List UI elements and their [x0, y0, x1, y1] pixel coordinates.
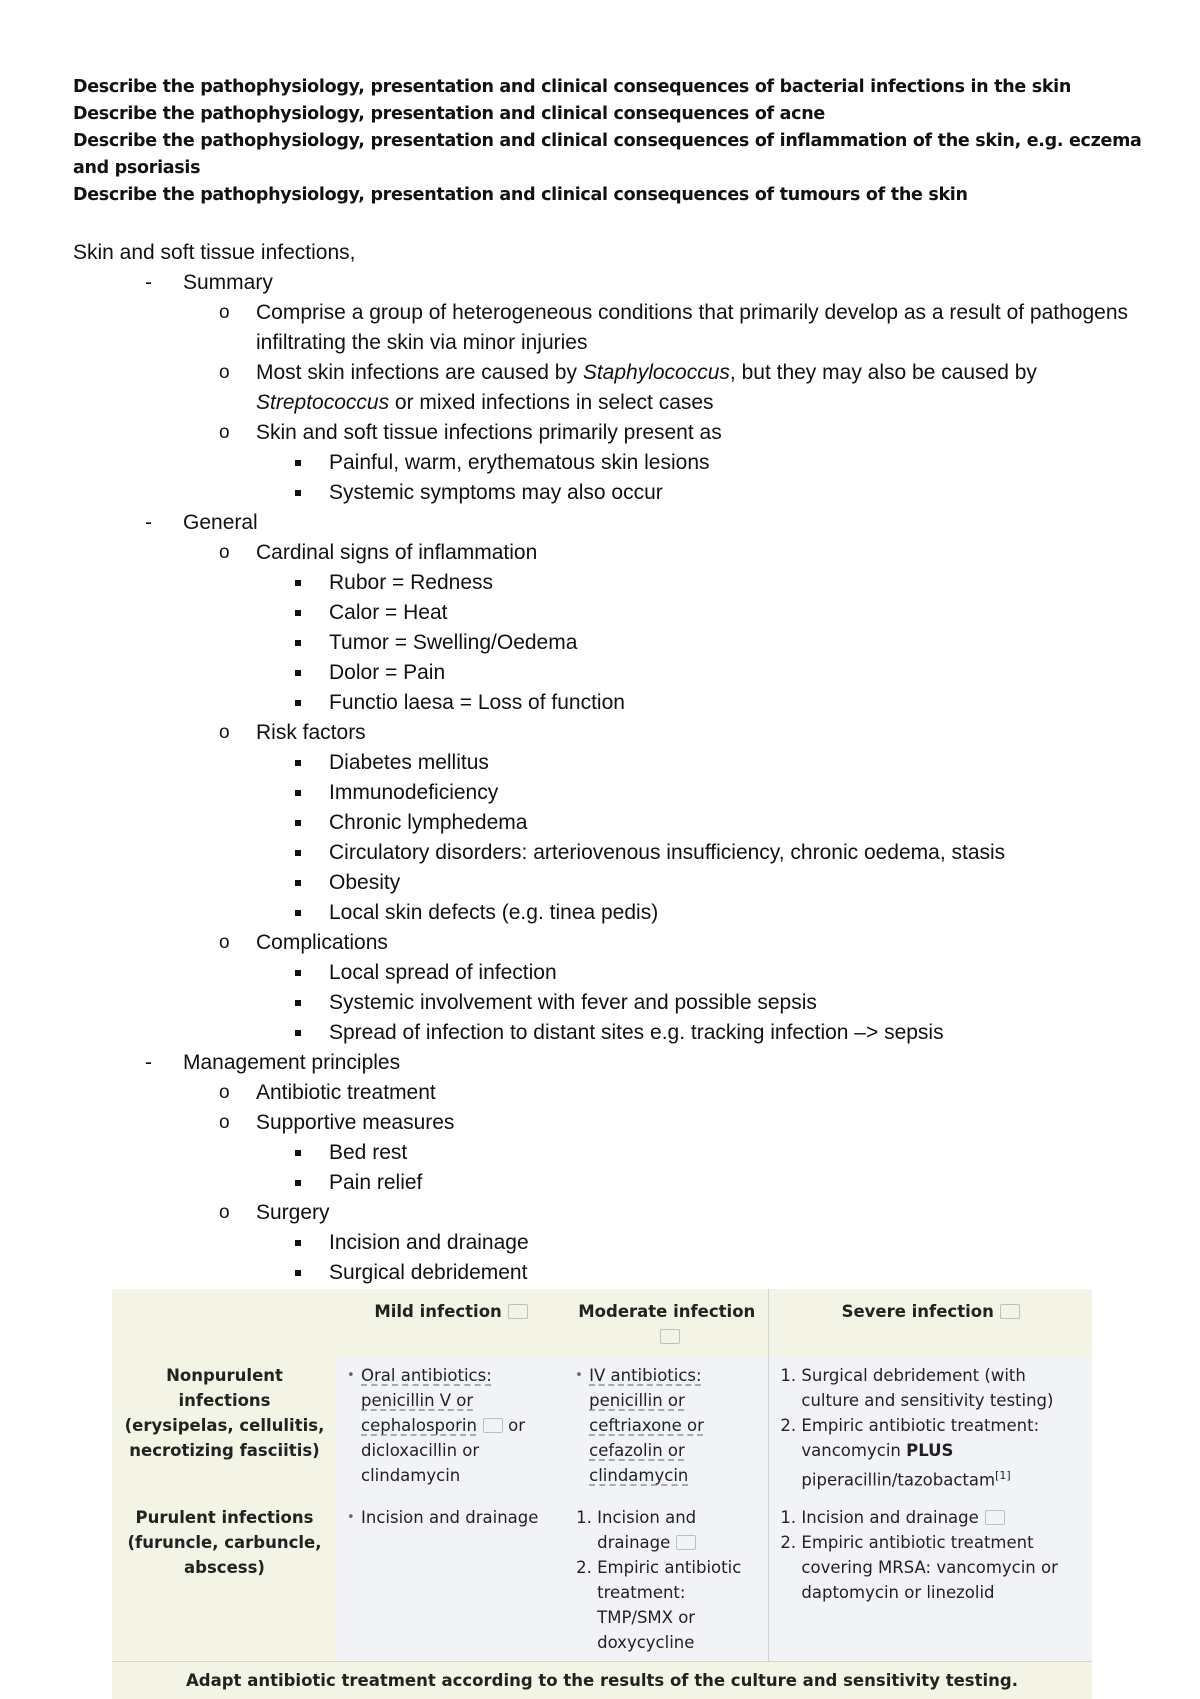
list-item: Local spread of infection: [73, 958, 1133, 988]
circle-bullet: o: [219, 362, 230, 383]
learning-objectives: [73, 74, 1143, 209]
square-bullet: [295, 1240, 301, 1246]
square-bullet: [295, 640, 301, 646]
list-item: Systemic involvement with fever and possible sepsis: [73, 988, 1133, 1018]
square-bullet: [295, 1030, 301, 1036]
circle-bullet: o: [219, 1202, 230, 1223]
list-item: Obesity: [73, 868, 1133, 898]
cell-nonpurulent-severe: 1. Surgical debridement (with culture and sensitivity testing) 2. Empiric antibiotic treatment: vancomycin PLUS piperacillin/tazobactam[1]: [769, 1357, 1092, 1499]
comment-icon[interactable]: [676, 1535, 696, 1550]
citation-link[interactable]: [1]: [995, 1469, 1011, 1482]
circle-bullet: o: [219, 302, 230, 323]
square-bullet: [295, 1000, 301, 1006]
table-corner-cell: [112, 1289, 337, 1357]
square-bullet: [295, 790, 301, 796]
circle-bullet: o: [219, 422, 230, 443]
list-item: Diabetes mellitus: [73, 748, 1133, 778]
square-bullet: [295, 910, 301, 916]
objective-3: Describe the pathophysiology, presentation and clinical consequences of inflammation of the skin, e.g. eczema and psoriasis: [73, 131, 1142, 178]
table-header-row: [112, 1289, 1092, 1357]
square-bullet: [295, 1150, 301, 1156]
square-bullet: [295, 1180, 301, 1186]
square-bullet: [295, 700, 301, 706]
table-row: [112, 1499, 1092, 1662]
header-moderate: Moderate infection: [565, 1289, 769, 1357]
list-item: Bed rest: [73, 1138, 1133, 1168]
circle-bullet: o: [219, 932, 230, 953]
list-item-summary: - Summary: [73, 268, 1133, 298]
square-bullet: [295, 670, 301, 676]
list-item: Systemic symptoms may also occur: [73, 478, 1133, 508]
list-item: Surgical debridement: [73, 1258, 1133, 1288]
circle-bullet: o: [219, 542, 230, 563]
comment-icon[interactable]: [508, 1304, 528, 1319]
list-item: Spread of infection to distant sites e.g. tracking infection –> sepsis: [73, 1018, 1133, 1048]
list-item: o Skin and soft tissue infections primarily present as: [73, 418, 1133, 448]
list-item: Pain relief: [73, 1168, 1133, 1198]
list-item: Painful, warm, erythematous skin lesions: [73, 448, 1133, 478]
square-bullet: [295, 1270, 301, 1276]
square-bullet: [295, 610, 301, 616]
square-bullet: [295, 460, 301, 466]
list-item: Incision and drainage: [73, 1228, 1133, 1258]
comment-icon[interactable]: [660, 1329, 680, 1344]
circle-bullet: o: [219, 1082, 230, 1103]
square-bullet: [295, 970, 301, 976]
cell-purulent-mild: • Incision and drainage: [337, 1499, 565, 1662]
list-item: o Supportive measures: [73, 1108, 1133, 1138]
list-item-general: - General: [73, 508, 1133, 538]
square-bullet: [295, 850, 301, 856]
square-bullet: [295, 490, 301, 496]
cell-purulent-moderate: 1. Incision and drainage 2. Empiric antibiotic treatment: TMP/SMX or doxycycline: [565, 1499, 769, 1662]
list-item-management: - Management principles: [73, 1048, 1133, 1078]
list-item: Functio laesa = Loss of function: [73, 688, 1133, 718]
objective-4: Describe the pathophysiology, presentation and clinical consequences of tumours of the skin: [73, 185, 968, 205]
section-heading: Skin and soft tissue infections,: [73, 241, 356, 264]
list-item: Dolor = Pain: [73, 658, 1133, 688]
header-severe: Severe infection: [769, 1289, 1092, 1357]
comment-icon[interactable]: [985, 1510, 1005, 1525]
comment-icon[interactable]: [483, 1418, 503, 1433]
cell-purulent-severe: 1. Incision and drainage 2. Empiric antibiotic treatment covering MRSA: vancomycin or daptomycin or linezolid: [769, 1499, 1092, 1662]
notes-body: [73, 238, 1133, 1288]
list-item: o Comprise a group of heterogeneous conditions that primarily develop as a result of pathogens infiltrating the skin via minor injuries: [73, 298, 1133, 358]
list-item: Circulatory disorders: arteriovenous insufficiency, chronic oedema, stasis: [73, 838, 1133, 868]
list-item: Tumor = Swelling/Oedema: [73, 628, 1133, 658]
dash-bullet: -: [145, 511, 152, 534]
list-item: Local skin defects (e.g. tinea pedis): [73, 898, 1133, 928]
list-item: o Most skin infections are caused by Staphylococcus, but they may also be caused by Streptococcus or mixed infections in select cases: [73, 358, 1133, 418]
square-bullet: [295, 880, 301, 886]
circle-bullet: o: [219, 722, 230, 743]
list-item: Immunodeficiency: [73, 778, 1133, 808]
comment-icon[interactable]: [1000, 1304, 1020, 1319]
header-mild: Mild infection: [337, 1289, 565, 1357]
list-item: Calor = Heat: [73, 598, 1133, 628]
list-item: o Risk factors: [73, 718, 1133, 748]
table-footer-row: [112, 1661, 1092, 1699]
cell-nonpurulent-moderate: • IV antibiotics: penicillin or ceftriaxone or cefazolin or clindamycin: [565, 1357, 769, 1499]
circle-bullet: o: [219, 1112, 230, 1133]
row-label-purulent: Purulent infections (furuncle, carbuncle, abscess): [112, 1499, 337, 1662]
dash-bullet: -: [145, 1051, 152, 1074]
table-row: [112, 1357, 1092, 1499]
list-item: o Complications: [73, 928, 1133, 958]
list-item: o Surgery: [73, 1198, 1133, 1228]
list-item: Chronic lymphedema: [73, 808, 1133, 838]
square-bullet: [295, 760, 301, 766]
square-bullet: [295, 580, 301, 586]
list-item: Rubor = Redness: [73, 568, 1133, 598]
management-table: [112, 1289, 1092, 1699]
square-bullet: [295, 820, 301, 826]
objective-1: Describe the pathophysiology, presentation and clinical consequences of bacterial infections in the skin: [73, 77, 1072, 97]
objective-2: Describe the pathophysiology, presentation and clinical consequences of acne: [73, 104, 825, 124]
table-footer-note: Adapt antibiotic treatment according to the results of the culture and sensitivity testing.: [112, 1661, 1092, 1699]
list-item: o Cardinal signs of inflammation: [73, 538, 1133, 568]
dash-bullet: -: [145, 271, 152, 294]
cell-nonpurulent-mild: • Oral antibiotics: penicillin V or cephalosporin or dicloxacillin or clindamycin: [337, 1357, 565, 1499]
row-label-nonpurulent: Nonpurulent infections (erysipelas, cellulitis, necrotizing fasciitis): [112, 1357, 337, 1499]
list-item: o Antibiotic treatment: [73, 1078, 1133, 1108]
